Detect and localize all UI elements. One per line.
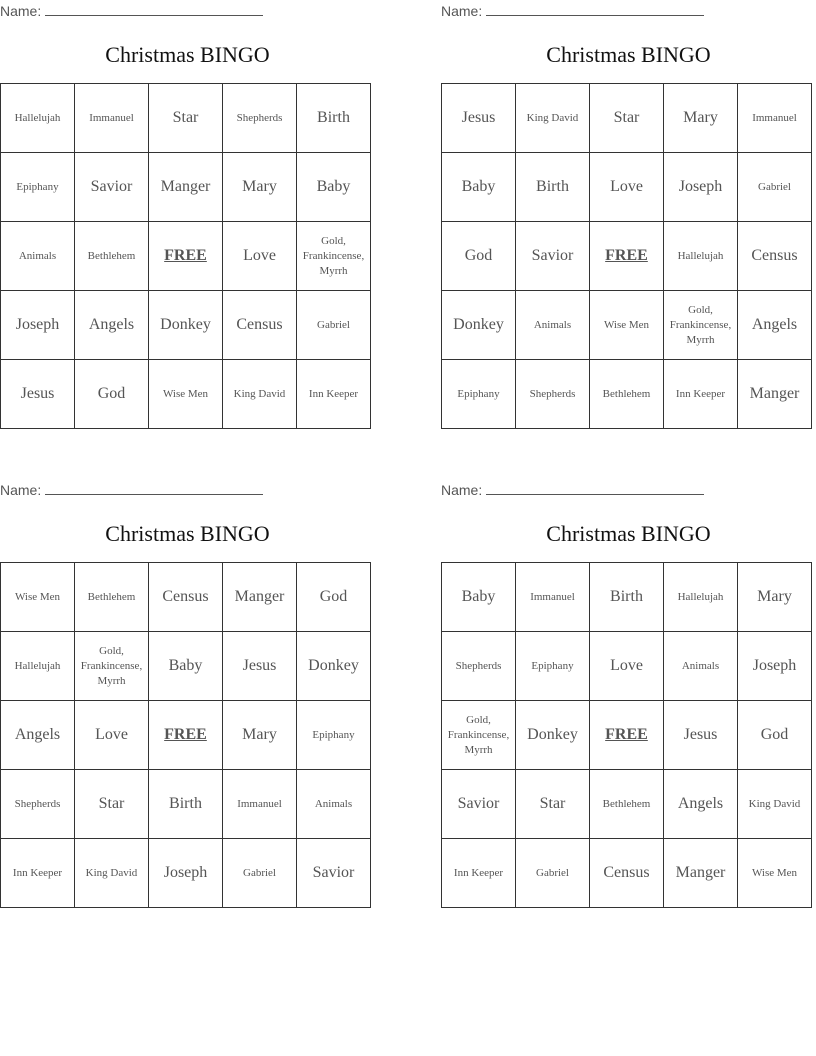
free-space: FREE [590, 222, 664, 291]
bingo-cell: Census [738, 222, 812, 291]
card-title: Christmas BINGO [546, 521, 711, 546]
name-blank-line [486, 481, 704, 495]
bingo-cell: Hallelujah [664, 563, 738, 632]
bingo-cell: Baby [442, 153, 516, 222]
grid-row [1, 563, 371, 632]
bingo-cell: Savior [297, 839, 371, 908]
bingo-cell: Census [223, 291, 297, 360]
bingo-cell: Immanuel [516, 563, 590, 632]
bingo-cell: Donkey [442, 291, 516, 360]
bingo-cell: Donkey [516, 701, 590, 770]
bingo-cell: Gold, Frankincense, Myrrh [442, 701, 516, 770]
bingo-cell: Gold, Frankincense, Myrrh [75, 632, 149, 701]
bingo-cell: Hallelujah [1, 632, 75, 701]
bingo-cell: Manger [738, 360, 812, 429]
bingo-cell: Bethlehem [590, 360, 664, 429]
bingo-cell: Inn Keeper [442, 839, 516, 908]
bingo-cell: Immanuel [223, 770, 297, 839]
bingo-cell: Shepherds [1, 770, 75, 839]
bingo-cell: Gabriel [297, 291, 371, 360]
grid-row [442, 770, 812, 839]
grid-row [442, 360, 812, 429]
bingo-cell: Savior [75, 153, 149, 222]
bingo-cell: God [442, 222, 516, 291]
bingo-cell: Wise Men [590, 291, 664, 360]
grid-row [442, 701, 812, 770]
grid-row [442, 291, 812, 360]
bingo-cell: Donkey [297, 632, 371, 701]
bingo-cell: Angels [738, 291, 812, 360]
name-blank-line [45, 2, 263, 16]
bingo-cell: Census [149, 563, 223, 632]
bingo-cell: Angels [664, 770, 738, 839]
name-label: Name: [0, 482, 42, 498]
bingo-cell: Shepherds [442, 632, 516, 701]
bingo-cell: God [738, 701, 812, 770]
grid-row [1, 770, 371, 839]
bingo-cell: Bethlehem [590, 770, 664, 839]
bingo-cell: God [297, 563, 371, 632]
bingo-cell: Epiphany [1, 153, 75, 222]
bingo-cell: Savior [516, 222, 590, 291]
grid-row [1, 360, 371, 429]
free-space: FREE [590, 701, 664, 770]
card-title: Christmas BINGO [105, 521, 270, 546]
name-field [0, 2, 263, 20]
free-space: FREE [149, 701, 223, 770]
bingo-cell: Wise Men [149, 360, 223, 429]
bingo-cell: Jesus [223, 632, 297, 701]
bingo-cell: Star [75, 770, 149, 839]
bingo-cell: Gabriel [738, 153, 812, 222]
bingo-cell: Shepherds [516, 360, 590, 429]
grid-row [1, 701, 371, 770]
name-blank-line [45, 481, 263, 495]
bingo-cell: King David [75, 839, 149, 908]
bingo-cell: Mary [738, 563, 812, 632]
bingo-cell: Mary [223, 153, 297, 222]
bingo-cell: Love [590, 632, 664, 701]
bingo-cell: Hallelujah [1, 84, 75, 153]
name-field [0, 481, 263, 499]
name-label: Name: [441, 482, 483, 498]
bingo-cell: Bethlehem [75, 563, 149, 632]
bingo-cell: Animals [516, 291, 590, 360]
bingo-cell: Baby [149, 632, 223, 701]
bingo-cell: Mary [664, 84, 738, 153]
bingo-cell: Joseph [738, 632, 812, 701]
bingo-cell: Star [149, 84, 223, 153]
bingo-cell: Manger [664, 839, 738, 908]
grid-row [442, 839, 812, 908]
bingo-cell: Census [590, 839, 664, 908]
bingo-cell: Angels [75, 291, 149, 360]
grid-row [1, 153, 371, 222]
bingo-cell: Hallelujah [664, 222, 738, 291]
bingo-grid [0, 562, 371, 908]
grid-row [442, 632, 812, 701]
bingo-cell: Jesus [664, 701, 738, 770]
grid-row [442, 563, 812, 632]
bingo-cell: Donkey [149, 291, 223, 360]
name-field [441, 481, 704, 499]
bingo-cell: King David [738, 770, 812, 839]
name-label: Name: [441, 3, 483, 19]
bingo-cell: King David [223, 360, 297, 429]
bingo-cell: Birth [590, 563, 664, 632]
bingo-cell: Star [516, 770, 590, 839]
bingo-cell: Gold, Frankincense, Myrrh [664, 291, 738, 360]
bingo-cell: Epiphany [442, 360, 516, 429]
bingo-cell: Love [590, 153, 664, 222]
card-title: Christmas BINGO [105, 42, 270, 67]
bingo-cell: Joseph [1, 291, 75, 360]
bingo-cell: Animals [664, 632, 738, 701]
bingo-cell: Gabriel [516, 839, 590, 908]
grid-row [1, 632, 371, 701]
name-label: Name: [0, 3, 42, 19]
bingo-cell: Gabriel [223, 839, 297, 908]
grid-row [442, 222, 812, 291]
bingo-cell: Immanuel [75, 84, 149, 153]
grid-row [442, 153, 812, 222]
bingo-cell: King David [516, 84, 590, 153]
bingo-cell: Baby [297, 153, 371, 222]
bingo-cell: Immanuel [738, 84, 812, 153]
free-space: FREE [149, 222, 223, 291]
bingo-cell: Mary [223, 701, 297, 770]
grid-row [1, 222, 371, 291]
bingo-cell: Love [75, 701, 149, 770]
bingo-cell: Shepherds [223, 84, 297, 153]
bingo-cell: Inn Keeper [1, 839, 75, 908]
bingo-cell: Animals [297, 770, 371, 839]
bingo-cell: Wise Men [1, 563, 75, 632]
bingo-grid [0, 83, 371, 429]
bingo-cell: Inn Keeper [297, 360, 371, 429]
bingo-cell: Joseph [149, 839, 223, 908]
bingo-cell: Birth [297, 84, 371, 153]
name-blank-line [486, 2, 704, 16]
bingo-cell: Star [590, 84, 664, 153]
bingo-cell: Birth [149, 770, 223, 839]
bingo-cell: Baby [442, 563, 516, 632]
bingo-cell: Animals [1, 222, 75, 291]
bingo-cell: Jesus [442, 84, 516, 153]
grid-row [1, 84, 371, 153]
bingo-cell: Inn Keeper [664, 360, 738, 429]
bingo-cell: Epiphany [297, 701, 371, 770]
grid-row [1, 291, 371, 360]
grid-row [1, 839, 371, 908]
bingo-cell: Wise Men [738, 839, 812, 908]
bingo-cell: God [75, 360, 149, 429]
bingo-cell: Jesus [1, 360, 75, 429]
bingo-cell: Birth [516, 153, 590, 222]
name-field [441, 2, 704, 20]
bingo-cell: Angels [1, 701, 75, 770]
bingo-cell: Manger [223, 563, 297, 632]
bingo-grid [441, 83, 812, 429]
bingo-cell: Manger [149, 153, 223, 222]
bingo-cell: Joseph [664, 153, 738, 222]
bingo-grid [441, 562, 812, 908]
grid-row [442, 84, 812, 153]
bingo-cell: Savior [442, 770, 516, 839]
bingo-cell: Love [223, 222, 297, 291]
bingo-cell: Epiphany [516, 632, 590, 701]
bingo-cell: Gold, Frankincense, Myrrh [297, 222, 371, 291]
card-title: Christmas BINGO [546, 42, 711, 67]
bingo-cell: Bethlehem [75, 222, 149, 291]
